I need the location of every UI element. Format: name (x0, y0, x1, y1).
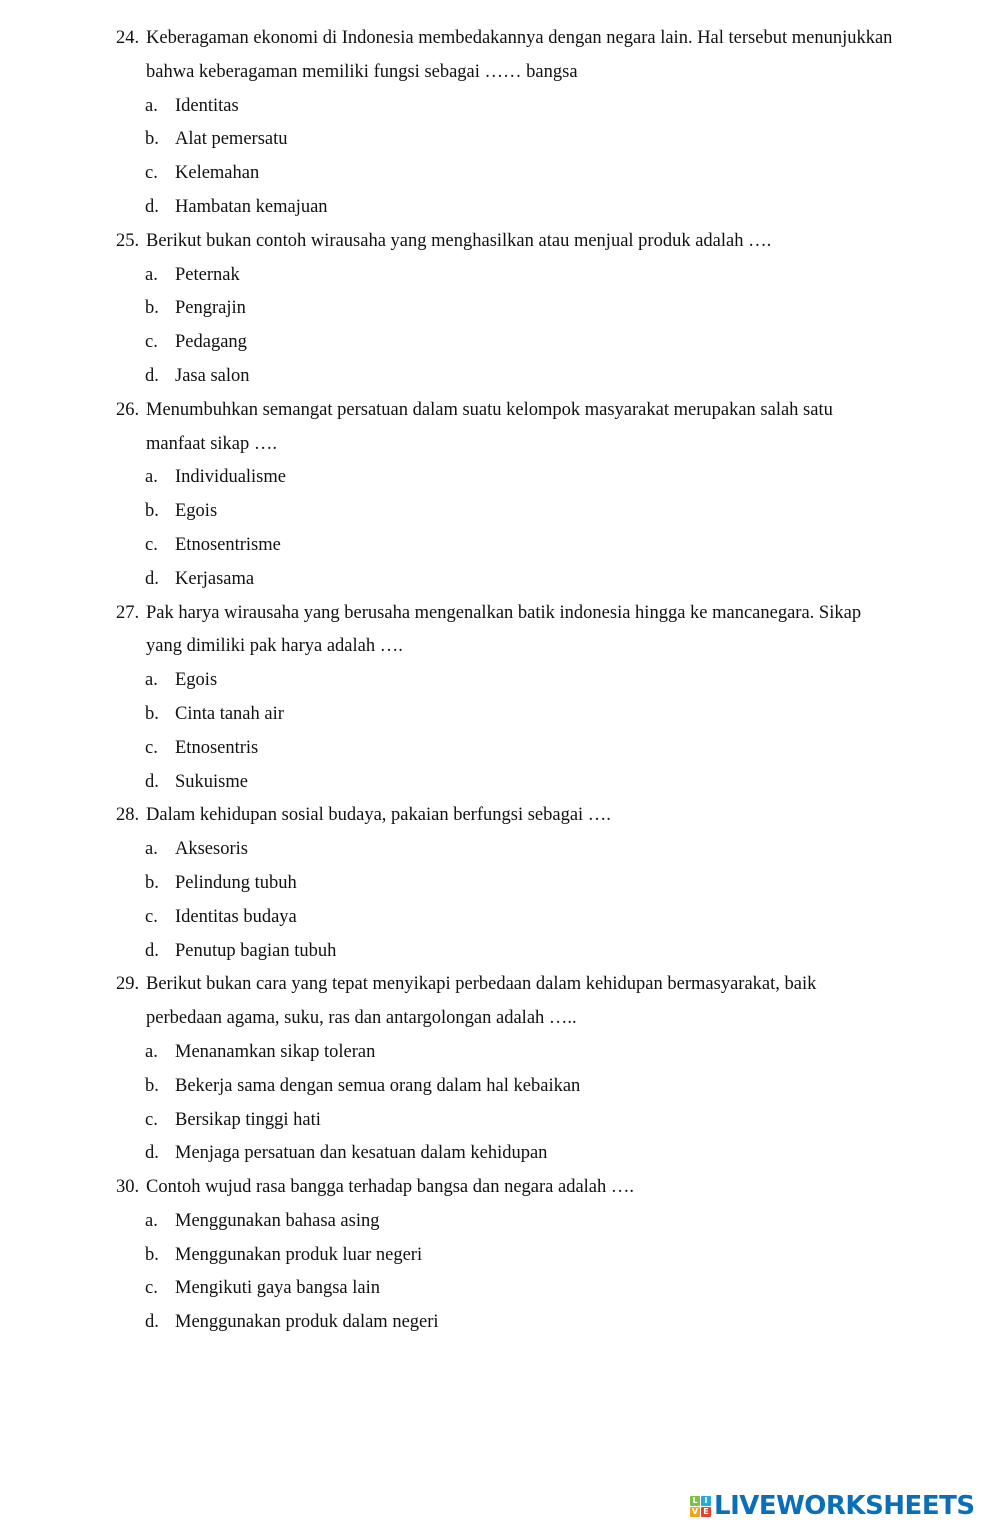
answer-option[interactable] (0, 1036, 1000, 1070)
option-letter: c. (145, 737, 158, 758)
option-letter: b. (145, 1244, 159, 1265)
question-number: 28. (116, 805, 140, 826)
option-letter: d. (145, 365, 159, 386)
question-line (0, 225, 1000, 259)
answer-option[interactable] (0, 563, 1000, 597)
option-text: Menggunakan produk luar negeri (175, 1244, 423, 1265)
question-line (0, 56, 1000, 90)
answer-option[interactable] (0, 191, 1000, 225)
question-block (0, 22, 1000, 225)
question-line (0, 1002, 1000, 1036)
answer-option[interactable] (0, 529, 1000, 563)
question-number: 29. (116, 974, 140, 995)
option-text: Pelindung tubuh (175, 872, 297, 893)
option-letter: c. (145, 1109, 158, 1130)
option-letter: c. (145, 163, 158, 184)
answer-option[interactable] (0, 766, 1000, 800)
option-text: Menanamkan sikap toleran (175, 1041, 376, 1062)
answer-option[interactable] (0, 461, 1000, 495)
option-letter: a. (145, 95, 158, 116)
option-text: Mengikuti gaya bangsa lain (175, 1278, 380, 1299)
option-letter: b. (145, 298, 159, 319)
option-text: Bekerja sama dengan semua orang dalam hal kebaikan (175, 1075, 581, 1096)
option-letter: a. (145, 1041, 158, 1062)
question-block (0, 394, 1000, 597)
answer-option[interactable] (0, 1272, 1000, 1306)
answer-option[interactable] (0, 698, 1000, 732)
option-letter: a. (145, 1210, 158, 1231)
option-letter: c. (145, 534, 158, 555)
question-text: Dalam kehidupan sosial budaya, pakaian berfungsi sebagai …. (146, 805, 611, 826)
logo-icon-cell: E (701, 1507, 711, 1517)
question-number: 26. (116, 399, 140, 420)
logo-icon-cell: I (701, 1496, 711, 1506)
question-number: 27. (116, 602, 140, 623)
option-text: Sukuisme (175, 771, 248, 792)
question-text: Contoh wujud rasa bangga terhadap bangsa dan negara adalah …. (146, 1177, 635, 1198)
liveworksheets-logo-text: LIVEWORKSHEETS (714, 1491, 975, 1521)
option-letter: d. (145, 196, 159, 217)
answer-option[interactable] (0, 1070, 1000, 1104)
question-text: Keberagaman ekonomi di Indonesia membedakannya dengan negara lain. Hal tersebut menunjukkan (146, 28, 893, 48)
answer-option[interactable] (0, 157, 1000, 191)
option-letter: d. (145, 1312, 159, 1333)
option-text: Etnosentris (175, 737, 259, 758)
question-line (0, 597, 1000, 631)
question-line (0, 968, 1000, 1002)
question-line (0, 1171, 1000, 1205)
option-text: Aksesoris (175, 839, 248, 860)
question-number: 24. (116, 28, 140, 48)
answer-option[interactable] (0, 360, 1000, 394)
option-text: Kelemahan (175, 163, 260, 184)
question-text: Berikut bukan cara yang tepat menyikapi perbedaan dalam kehidupan bermasyarakat, baik (146, 974, 817, 995)
answer-option[interactable] (0, 664, 1000, 698)
option-text: Kerjasama (175, 568, 255, 589)
question-block (0, 799, 1000, 968)
option-text: Peternak (175, 264, 240, 285)
question-text: perbedaan agama, suku, ras dan antargolongan adalah ….. (146, 1008, 577, 1029)
option-text: Penutup bagian tubuh (175, 940, 337, 961)
question-text: bahwa keberagaman memiliki fungsi sebagai …… bangsa (146, 61, 578, 82)
question-text: manfaat sikap …. (146, 433, 277, 454)
option-text: Hambatan kemajuan (175, 196, 328, 217)
question-text: Menumbuhkan semangat persatuan dalam suatu kelompok masyarakat merupakan salah satu (146, 399, 833, 420)
option-text: Pengrajin (175, 298, 246, 319)
option-text: Jasa salon (175, 365, 250, 386)
option-letter: d. (145, 1143, 159, 1164)
option-text: Identitas budaya (175, 906, 297, 927)
answer-option[interactable] (0, 1205, 1000, 1239)
question-line (0, 22, 1000, 56)
option-text: Egois (175, 670, 218, 691)
liveworksheets-logo (690, 1488, 975, 1524)
option-text: Individualisme (175, 467, 286, 488)
answer-option[interactable] (0, 1104, 1000, 1138)
option-letter: b. (145, 703, 159, 724)
option-letter: b. (145, 129, 159, 150)
answer-option[interactable] (0, 326, 1000, 360)
answer-option[interactable] (0, 495, 1000, 529)
answer-option[interactable] (0, 867, 1000, 901)
option-letter: d. (145, 940, 159, 961)
question-number: 25. (116, 230, 140, 251)
answer-option[interactable] (0, 123, 1000, 157)
question-line (0, 394, 1000, 428)
answer-option[interactable] (0, 1306, 1000, 1340)
logo-icon-cell: L (690, 1496, 700, 1506)
worksheet-page (0, 22, 1000, 1340)
option-letter: d. (145, 568, 159, 589)
answer-option[interactable] (0, 901, 1000, 935)
option-letter: b. (145, 872, 159, 893)
answer-option[interactable] (0, 259, 1000, 293)
option-letter: a. (145, 467, 158, 488)
option-letter: c. (145, 1278, 158, 1299)
answer-option[interactable] (0, 292, 1000, 326)
option-text: Etnosentrisme (175, 534, 281, 555)
option-text: Egois (175, 501, 218, 522)
answer-option[interactable] (0, 1239, 1000, 1273)
answer-option[interactable] (0, 1137, 1000, 1171)
question-block (0, 1171, 1000, 1340)
answer-option[interactable] (0, 833, 1000, 867)
question-number: 30. (116, 1177, 140, 1198)
option-letter: b. (145, 501, 159, 522)
option-letter: a. (145, 264, 158, 285)
option-text: Menggunakan bahasa asing (175, 1210, 380, 1231)
question-text: Pak harya wirausaha yang berusaha mengenalkan batik indonesia hingga ke mancanegara. Sikap (146, 602, 862, 623)
option-letter: a. (145, 670, 158, 691)
option-text: Menggunakan produk dalam negeri (175, 1312, 439, 1333)
question-line (0, 630, 1000, 664)
option-letter: d. (145, 771, 159, 792)
question-block (0, 225, 1000, 394)
option-text: Bersikap tinggi hati (175, 1109, 321, 1130)
question-text: Berikut bukan contoh wirausaha yang menghasilkan atau menjual produk adalah …. (146, 230, 772, 251)
option-text: Cinta tanah air (175, 703, 284, 724)
question-line (0, 428, 1000, 462)
answer-option[interactable] (0, 90, 1000, 124)
option-letter: b. (145, 1075, 159, 1096)
logo-icon-cell: V (691, 1506, 699, 1516)
option-text: Menjaga persatuan dan kesatuan dalam kehidupan (175, 1143, 548, 1164)
option-text: Pedagang (175, 332, 247, 353)
option-letter: c. (145, 332, 158, 353)
question-block (0, 968, 1000, 1171)
option-letter: c. (145, 906, 158, 927)
answer-option[interactable] (0, 935, 1000, 969)
question-text: yang dimiliki pak harya adalah …. (146, 636, 403, 657)
option-letter: a. (145, 839, 158, 860)
answer-option[interactable] (0, 732, 1000, 766)
liveworksheets-logo-icon (690, 1496, 711, 1517)
question-line (0, 799, 1000, 833)
option-text: Alat pemersatu (175, 129, 288, 150)
question-block (0, 597, 1000, 800)
option-text: Identitas (175, 95, 239, 116)
